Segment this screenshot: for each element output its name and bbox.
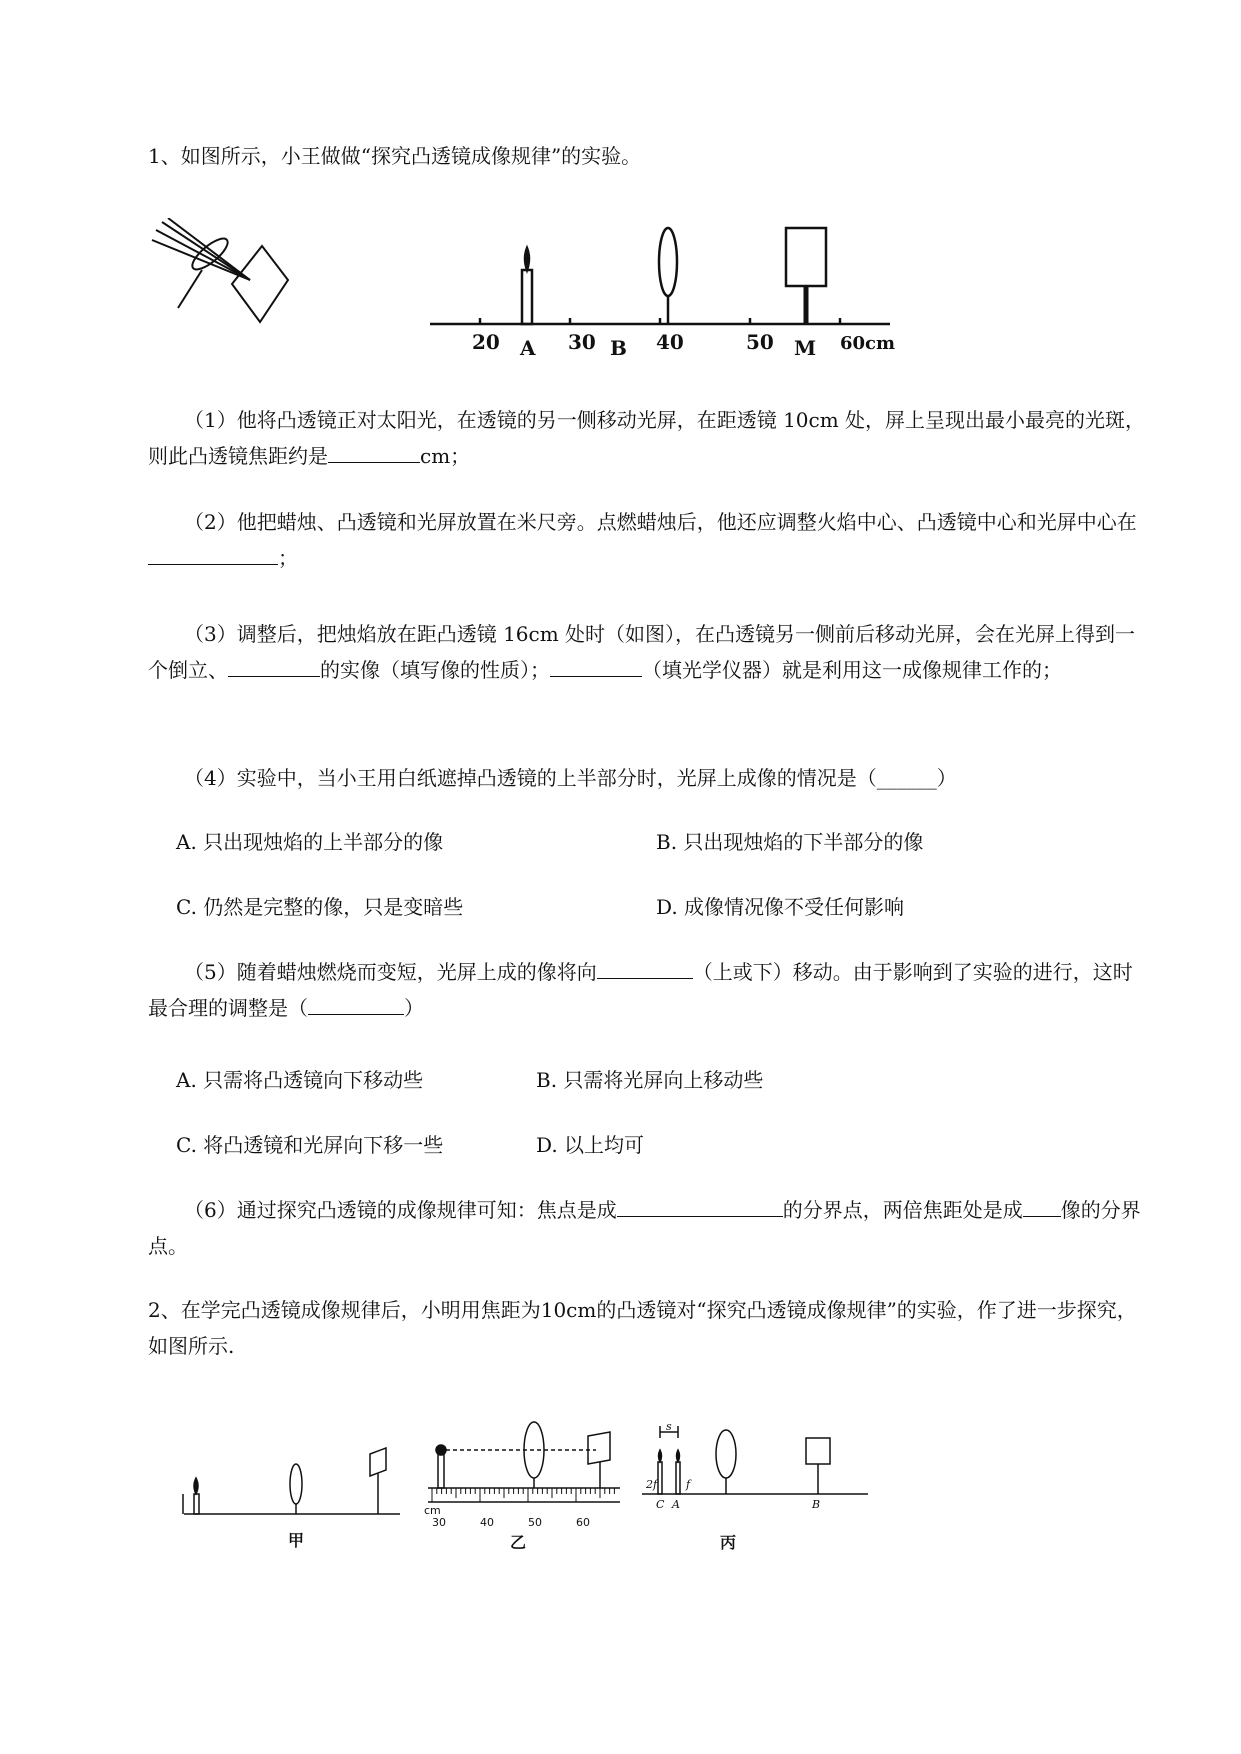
- label-f: f: [686, 1478, 691, 1491]
- q1-sub1: （1）他将凸透镜正对太阳光，在透镜的另一侧移动光屏，在距透镜 10cm 处，屏上呈现出最小最亮的光斑，则此凸透镜焦距约是 cm；: [148, 408, 1146, 468]
- point-m: M: [794, 336, 817, 360]
- answer-blank-image-property[interactable]: [228, 654, 320, 677]
- ruler2-tick-50: 50: [528, 1516, 542, 1529]
- ruler-tick-30: 30: [568, 330, 596, 354]
- ruler-tick-50: 50: [746, 330, 774, 354]
- q1-s4-option-a[interactable]: A. 只出现烛焰的上半部分的像: [176, 830, 444, 854]
- q1-s5-option-a[interactable]: A. 只需将凸透镜向下移动些: [176, 1068, 424, 1092]
- ruler2-unit: cm: [424, 1504, 441, 1517]
- label-2f: 2f: [646, 1478, 658, 1491]
- label-a: A: [672, 1498, 680, 1511]
- ruler2-tick-40: 40: [480, 1516, 494, 1529]
- ruler2-tick-60: 60: [576, 1516, 590, 1529]
- q1-s4-option-d[interactable]: D. 成像情况像不受任何影响: [656, 895, 905, 919]
- ruler-tick-60cm: 60cm: [840, 333, 896, 354]
- figure-bing: [640, 1418, 870, 1558]
- label-b: B: [812, 1498, 821, 1511]
- sunlight-focus-figure: [150, 218, 300, 328]
- answer-blank-focal-length[interactable]: [328, 440, 420, 463]
- q1-sub3: （3）调整后，把烛焰放在距凸透镜 16cm 处时（如图），在凸透镜另一侧前后移动光屏，会在光屏上得到一个倒立、 的实像（填写像的性质）； （填光学仪器）就是利用这一成像规律工作的；: [148, 622, 1136, 682]
- point-b: B: [610, 336, 627, 360]
- ruler-tick-20: 20: [472, 330, 500, 354]
- point-a: A: [520, 336, 536, 360]
- q1-sub2: （2）他把蜡烛、凸透镜和光屏放置在米尺旁。点燃蜡烛后，他还应调整火焰中心、凸透镜中心和光屏中心在；: [148, 504, 1148, 576]
- answer-blank-optical-instrument[interactable]: [550, 654, 642, 677]
- figure-label-bing: 丙: [720, 1533, 737, 1552]
- q1-s5-option-c[interactable]: C. 将凸透镜和光屏向下移一些: [176, 1133, 444, 1157]
- figure-jia: [182, 1418, 402, 1558]
- label-s: s: [666, 1420, 672, 1433]
- figure-label-jia: 甲: [288, 1531, 305, 1550]
- optical-bench-figure: [420, 222, 900, 362]
- q1-stem: 1、如图所示，小王做做“探究凸透镜成像规律”的实验。: [148, 144, 642, 168]
- ruler2-tick-30: 30: [432, 1516, 446, 1529]
- answer-blank-direction[interactable]: [597, 956, 693, 979]
- q1-s5-option-d[interactable]: D. 以上均可: [536, 1133, 645, 1157]
- figure-yi: [424, 1418, 624, 1558]
- q2-stem: 2、在学完凸透镜成像规律后，小明用焦距为10cm的凸透镜对“探究凸透镜成像规律”的实验，作了进一步探究，如图所示.: [148, 1298, 1137, 1358]
- answer-blank-2f-boundary[interactable]: [1023, 1194, 1061, 1217]
- label-c: C: [656, 1498, 665, 1511]
- q1-s4-option-c[interactable]: C. 仍然是完整的像，只是变暗些: [176, 895, 464, 919]
- ruler-tick-40: 40: [656, 330, 684, 354]
- figure-label-yi: 乙: [510, 1533, 527, 1552]
- q1-sub6: （6）通过探究凸透镜的成像规律可知：焦点是成 的分界点，两倍焦距处是成 像的分界点。: [148, 1192, 1148, 1264]
- answer-blank-focus-boundary[interactable]: [617, 1194, 783, 1217]
- answer-blank-same-height[interactable]: [148, 542, 278, 565]
- answer-blank-adjustment[interactable]: [308, 992, 404, 1015]
- q1-s4-option-b[interactable]: B. 只出现烛焰的下半部分的像: [656, 830, 924, 854]
- q1-s5-option-b[interactable]: B. 只需将光屏向上移动些: [536, 1068, 764, 1092]
- q1-sub4: （4）实验中，当小王用白纸遮掉凸透镜的上半部分时，光屏上成像的情况是（______）: [184, 766, 957, 790]
- q1-sub5: （5）随着蜡烛燃烧而变短，光屏上成的像将向 （上或下）移动。由于影响到了实验的进行，这时最合理的调整是（ ）: [148, 954, 1148, 1026]
